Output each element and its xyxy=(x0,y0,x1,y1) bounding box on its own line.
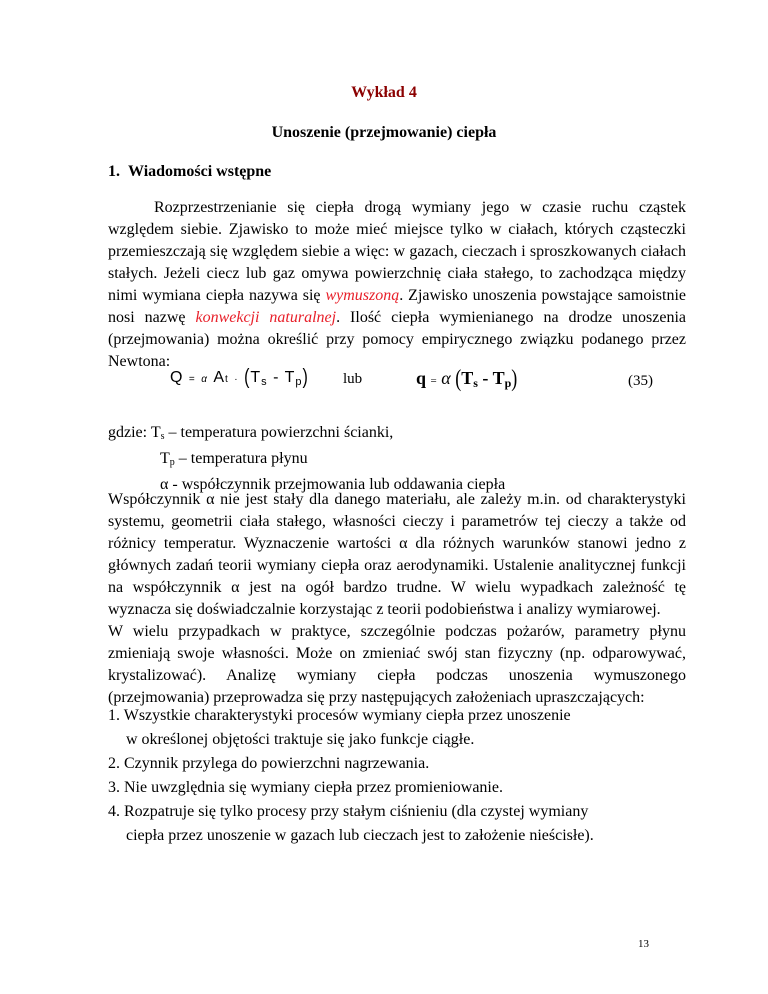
para2-text-5: W wielu przypadkach w praktyce, szczególnie podczas pożarów, parametry płynu zmieniają swoje własności. Może on zmieniać swój stan fizyczny (np. odparowywać, krystalizować). Analizę wymiany ciepła podczas unoszenia wymuszonego (przejmowania) przeprowadza się przy następujących założeniach upraszczających: xyxy=(108,623,686,706)
formula-q-symbol: Q xyxy=(170,369,184,386)
legend-tp-text: – temperatura płynu xyxy=(174,450,308,467)
legend-tp-symbol: T xyxy=(160,450,170,467)
para2-alpha-3: α xyxy=(231,579,240,596)
para2-text-2: nie jest stały dla danego materiału, ale zależy m.in. od charakterystyki systemu, geometrii ciała stałego, własności cieczy i parametrów tej cieczy a także od różnicy temperatur. Wyznaczenie wartości xyxy=(108,491,686,552)
formula-tp: T xyxy=(284,369,296,386)
legend-tp-sub: p xyxy=(169,457,175,468)
formula-minus: - xyxy=(273,369,280,386)
para2-alpha-2: α xyxy=(399,535,408,552)
formula-dot: · xyxy=(234,374,239,385)
formula-connector: lub xyxy=(343,371,363,387)
term-natural-convection: konwekcji naturalnej xyxy=(195,309,337,326)
legend-ts-text: – temperatura powierzchni ścianki, xyxy=(164,424,394,441)
section-number: 1. xyxy=(108,163,120,180)
formula-heat-flux: q = α $(T_s - T_p)$ xyxy=(416,364,518,392)
equation-number: (35) xyxy=(628,373,653,389)
legend-alpha-text: - współczynnik przejmowania lub oddawania ciepła xyxy=(168,476,506,493)
formula-tp-sub: p xyxy=(295,376,303,388)
legend-ts-symbol: T xyxy=(150,424,161,441)
para2-text-4: jest na ogół bardzo trudne. W wielu wypadkach zależność tę wyznacza się doświadczalnie korzystając z teorii podobieństwa i analizy wymiarowej. xyxy=(108,579,686,618)
list-item: 3. Nie uwzględnia się wymiany ciepła przez promieniowanie. xyxy=(108,779,503,796)
formula-eq: = xyxy=(188,374,196,385)
formula-flux-symbol: q xyxy=(416,368,427,388)
list-item: 2. Czynnik przylega do powierzchni nagrzewania. xyxy=(108,755,430,772)
formula-legend xyxy=(108,422,505,496)
formula-flux-ts-sub: s xyxy=(473,376,478,390)
formula-ts-sub: s xyxy=(261,376,268,388)
formula-35 xyxy=(0,364,768,399)
intro-paragraph xyxy=(108,197,686,373)
formula-flux-tp-sub: p xyxy=(504,376,512,390)
section-heading xyxy=(108,163,271,181)
list-item-continuation: w określonej objętości traktuje się jako funkcje ciągłe. xyxy=(126,731,475,748)
formula-flux-tp: T xyxy=(492,368,505,388)
para1-text-2: . Zjawisko unoszenia powstające samoistnie nosi nazwę xyxy=(108,287,687,326)
formula-flux-alpha: α xyxy=(441,368,451,388)
list-item-continuation: ciepła przez unoszenie w gazach lub cieczach jest to założenie nieścisłe). xyxy=(126,827,594,844)
para1-text-3: . Ilość ciepła wymienianego na drodze unoszenia (przejmowania) można określić przy pomocy empirycznego związku podanego przez Newtona: xyxy=(108,309,686,370)
formula-heat-flow: Q = α $At \cdot (T_s - T_p)$ xyxy=(170,365,309,389)
para2-alpha-1: α xyxy=(206,491,215,508)
formula-alpha: α xyxy=(201,374,208,385)
coefficient-paragraph xyxy=(108,489,686,709)
legend-ts-sub: s xyxy=(160,431,165,442)
term-forced-convection: wymuszoną xyxy=(325,287,400,304)
formula-ts: T xyxy=(250,369,262,386)
page-number: 13 xyxy=(638,938,649,950)
assumptions-list xyxy=(108,705,686,849)
legend-ts xyxy=(108,422,505,448)
para1-text-1: Rozprzestrzenianie się ciepła drogą wymiany jego w czasie ruchu cząstek względem siebie. Zjawisko to może mieć miejsce tylko w ciałach, których cząsteczki przemieszczają się względem siebie a więc: w gazach, cieczach i sproszkowanych ciałach stałych. Jeżeli ciecz lub gaz omywa powierzchnię ciała stałego, to zachodząca między nimi wymiana ciepła nazywa się xyxy=(108,199,686,304)
legend-alpha-symbol: α xyxy=(160,476,169,493)
para2-text-3: dla różnych warunków stanowi jedno z głównych zadań teorii wymiany ciepła oraz aerodynamiki. Ustalenie analitycznej funkcji na współczynnik xyxy=(108,535,686,596)
list-item: 4. Rozpatruje się tylko procesy przy stałym ciśnieniu (dla czystej wymiany xyxy=(108,803,589,820)
lecture-title: Wykład 4 xyxy=(351,84,417,101)
section-title: Wiadomości wstępne xyxy=(128,163,272,180)
formula-area: A xyxy=(213,369,226,386)
formula-flux-eq: = xyxy=(430,375,437,387)
list-item: 1. Wszystkie charakterystyki procesów wymiany ciepła przez unoszenie xyxy=(108,707,571,724)
section-subtitle: Unoszenie (przejmowanie) ciepła xyxy=(271,124,497,141)
legend-intro: gdzie: xyxy=(108,424,151,441)
para2-text-1: Współczynnik xyxy=(108,491,207,508)
formula-flux-ts: T xyxy=(461,368,474,388)
formula-flux-minus: - xyxy=(482,368,489,388)
legend-tp xyxy=(108,448,505,474)
formula-time: t xyxy=(225,374,229,385)
